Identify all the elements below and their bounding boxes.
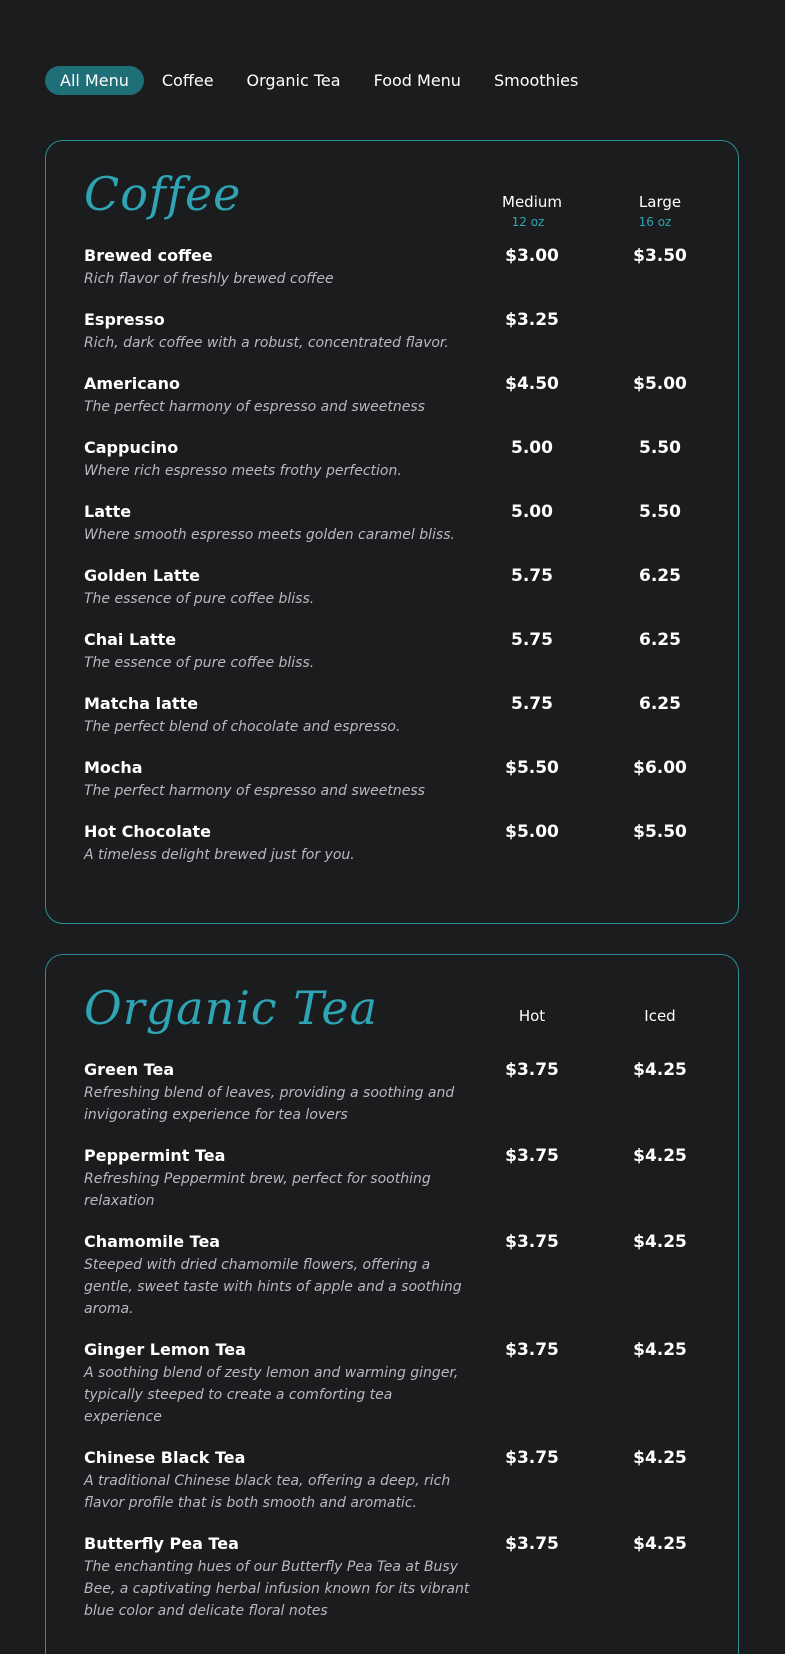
column-label: Medium <box>502 193 562 211</box>
item-price: $3.75 <box>505 1534 559 1554</box>
item-name: Mocha <box>84 758 143 777</box>
item-price: 6.25 <box>639 630 681 650</box>
item-description: Where smooth espresso meets golden caramel bliss. <box>84 527 455 543</box>
item-price: $3.75 <box>505 1340 559 1360</box>
item-price: 5.75 <box>511 630 553 650</box>
column-label: Iced <box>644 1007 676 1025</box>
item-price: 6.25 <box>639 566 681 586</box>
item-name: Matcha latte <box>84 694 199 713</box>
column-size: 16 oz <box>638 215 672 229</box>
item-description: The essence of pure coffee bliss. <box>84 655 315 671</box>
menu-item <box>84 438 738 482</box>
menu-item <box>84 1340 738 1428</box>
item-price: $3.75 <box>505 1448 559 1468</box>
menu-item <box>84 310 738 354</box>
item-description: Rich flavor of freshly brewed coffee <box>84 271 334 287</box>
item-price: $3.75 <box>505 1232 559 1252</box>
item-price: 5.50 <box>639 438 681 458</box>
item-description: The enchanting hues of our Butterfly Pea Tea at Busy Bee, a captivating herbal infusion known for its vibrant blue color and delicate floral notes <box>84 1559 470 1619</box>
coffee-section-title: Coffee <box>84 167 242 221</box>
tab-organic-tea[interactable]: Organic Tea <box>246 71 341 90</box>
item-name: Chai Latte <box>84 630 177 649</box>
item-price: $4.25 <box>633 1232 687 1252</box>
tab-food-menu[interactable]: Food Menu <box>373 71 461 90</box>
item-price: $6.00 <box>633 758 687 778</box>
item-price: $5.00 <box>633 374 687 394</box>
item-price: $4.25 <box>633 1448 687 1468</box>
menu-item <box>84 1232 738 1320</box>
item-price: $3.75 <box>505 1060 559 1080</box>
tea-column-iced <box>605 1007 715 1025</box>
item-price: $3.75 <box>505 1146 559 1166</box>
menu-item <box>84 694 738 738</box>
item-price: 5.00 <box>511 502 553 522</box>
item-name: Ginger Lemon Tea <box>84 1340 246 1359</box>
item-description: The perfect blend of chocolate and espresso. <box>84 719 401 735</box>
item-name: Golden Latte <box>84 566 201 585</box>
menu-item <box>84 758 738 802</box>
item-price: $4.25 <box>633 1534 687 1554</box>
tea-column-hot <box>477 1007 587 1025</box>
item-price: $4.25 <box>633 1146 687 1166</box>
menu-item <box>84 1146 738 1212</box>
tab-smoothies[interactable]: Smoothies <box>493 71 579 90</box>
tab-coffee[interactable]: Coffee <box>161 71 214 90</box>
item-price: 5.75 <box>511 694 553 714</box>
item-name: Chamomile Tea <box>84 1232 221 1251</box>
item-name: Butterfly Pea Tea <box>84 1534 239 1553</box>
item-price: $5.00 <box>505 822 559 842</box>
item-price: $5.50 <box>505 758 559 778</box>
item-name: Peppermint Tea <box>84 1146 226 1165</box>
item-price: 5.00 <box>511 438 553 458</box>
column-label: Large <box>638 193 682 211</box>
menu-item <box>84 374 738 418</box>
item-price: 6.25 <box>639 694 681 714</box>
tab-all-menu[interactable]: All Menu <box>45 66 144 95</box>
column-size: 12 oz <box>511 215 545 229</box>
column-label: Hot <box>518 1007 546 1025</box>
item-description: A traditional Chinese black tea, offering a deep, rich flavor profile that is both smooth and aromatic. <box>84 1473 451 1511</box>
menu-item <box>84 822 738 866</box>
organic-tea-section <box>45 954 739 1654</box>
item-price: $3.00 <box>505 246 559 266</box>
coffee-section <box>45 140 739 924</box>
menu-item <box>84 246 738 290</box>
item-description: Rich, dark coffee with a robust, concentrated flavor. <box>84 335 449 351</box>
item-price: $3.25 <box>505 310 559 330</box>
item-description: Where rich espresso meets frothy perfection. <box>84 463 402 479</box>
item-name: Cappucino <box>84 438 179 457</box>
item-price: $4.50 <box>505 374 559 394</box>
coffee-column-medium <box>477 193 587 229</box>
item-description: A soothing blend of zesty lemon and warming ginger, typically steeped to create a comforting tea experience <box>84 1365 459 1425</box>
item-description: Steeped with dried chamomile flowers, offering a gentle, sweet taste with hints of apple and a soothing aroma. <box>84 1257 462 1317</box>
organic-tea-section-title: Organic Tea <box>84 981 379 1035</box>
item-description: Refreshing Peppermint brew, perfect for soothing relaxation <box>84 1171 431 1209</box>
tea-item-list <box>84 1060 738 1642</box>
item-name: Espresso <box>84 310 165 329</box>
menu-item <box>84 630 738 674</box>
item-name: Latte <box>84 502 132 521</box>
item-description: A timeless delight brewed just for you. <box>84 847 355 863</box>
item-price: 5.50 <box>639 502 681 522</box>
item-price: $5.50 <box>633 822 687 842</box>
item-name: Americano <box>84 374 180 393</box>
item-description: The essence of pure coffee bliss. <box>84 591 315 607</box>
menu-item <box>84 1534 738 1622</box>
menu-item <box>84 1060 738 1126</box>
menu-item <box>84 566 738 610</box>
item-name: Brewed coffee <box>84 246 213 265</box>
coffee-column-large <box>605 193 715 229</box>
menu-item <box>84 1448 738 1514</box>
menu-tabs <box>45 66 596 95</box>
item-description: The perfect harmony of espresso and sweetness <box>84 783 425 799</box>
coffee-item-list <box>84 246 738 886</box>
item-name: Chinese Black Tea <box>84 1448 246 1467</box>
item-price: $4.25 <box>633 1060 687 1080</box>
item-name: Green Tea <box>84 1060 175 1079</box>
item-description: Refreshing blend of leaves, providing a soothing and invigorating experience for tea lovers <box>84 1085 455 1123</box>
item-description: The perfect harmony of espresso and sweetness <box>84 399 425 415</box>
item-price: 5.75 <box>511 566 553 586</box>
item-name: Hot Chocolate <box>84 822 211 841</box>
item-price: $4.25 <box>633 1340 687 1360</box>
item-price: $3.50 <box>633 246 687 266</box>
menu-item <box>84 502 738 546</box>
